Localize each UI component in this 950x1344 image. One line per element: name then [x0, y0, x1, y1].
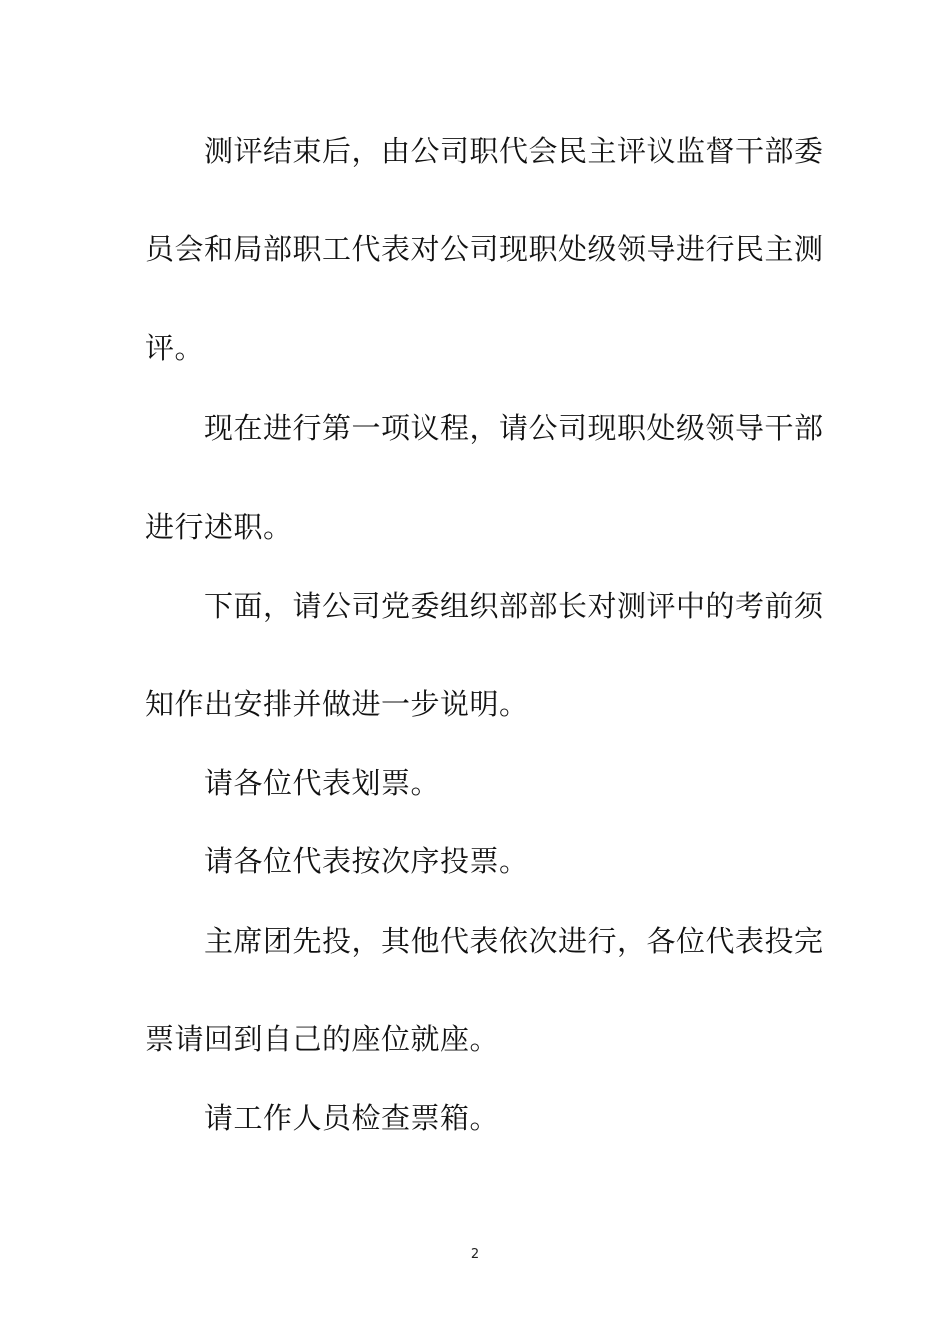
- paragraph-5: 请各位代表按次序投票。: [204, 844, 529, 878]
- paragraph-6-line-2: 票请回到自己的座位就座。: [145, 1022, 500, 1056]
- paragraph-2-line-1: 现在进行第一项议程，请公司现职处级领导干部: [204, 411, 824, 445]
- paragraph-2-line-2: 进行述职。: [145, 510, 293, 544]
- page-number: 2: [470, 1247, 480, 1262]
- paragraph-3-line-2: 知作出安排并做进一步说明。: [145, 687, 529, 721]
- paragraph-1-line-2: 员会和局部职工代表对公司现职处级领导进行民主测: [145, 232, 824, 266]
- paragraph-4: 请各位代表划票。: [204, 766, 441, 800]
- paragraph-7: 请工作人员检查票箱。: [204, 1101, 500, 1135]
- paragraph-6-line-1: 主席团先投，其他代表依次进行，各位代表投完: [204, 924, 824, 958]
- paragraph-1-line-1: 测评结束后，由公司职代会民主评议监督干部委: [204, 134, 824, 168]
- paragraph-1-line-3: 评。: [145, 331, 205, 365]
- paragraph-3-line-1: 下面，请公司党委组织部部长对测评中的考前须: [204, 589, 824, 623]
